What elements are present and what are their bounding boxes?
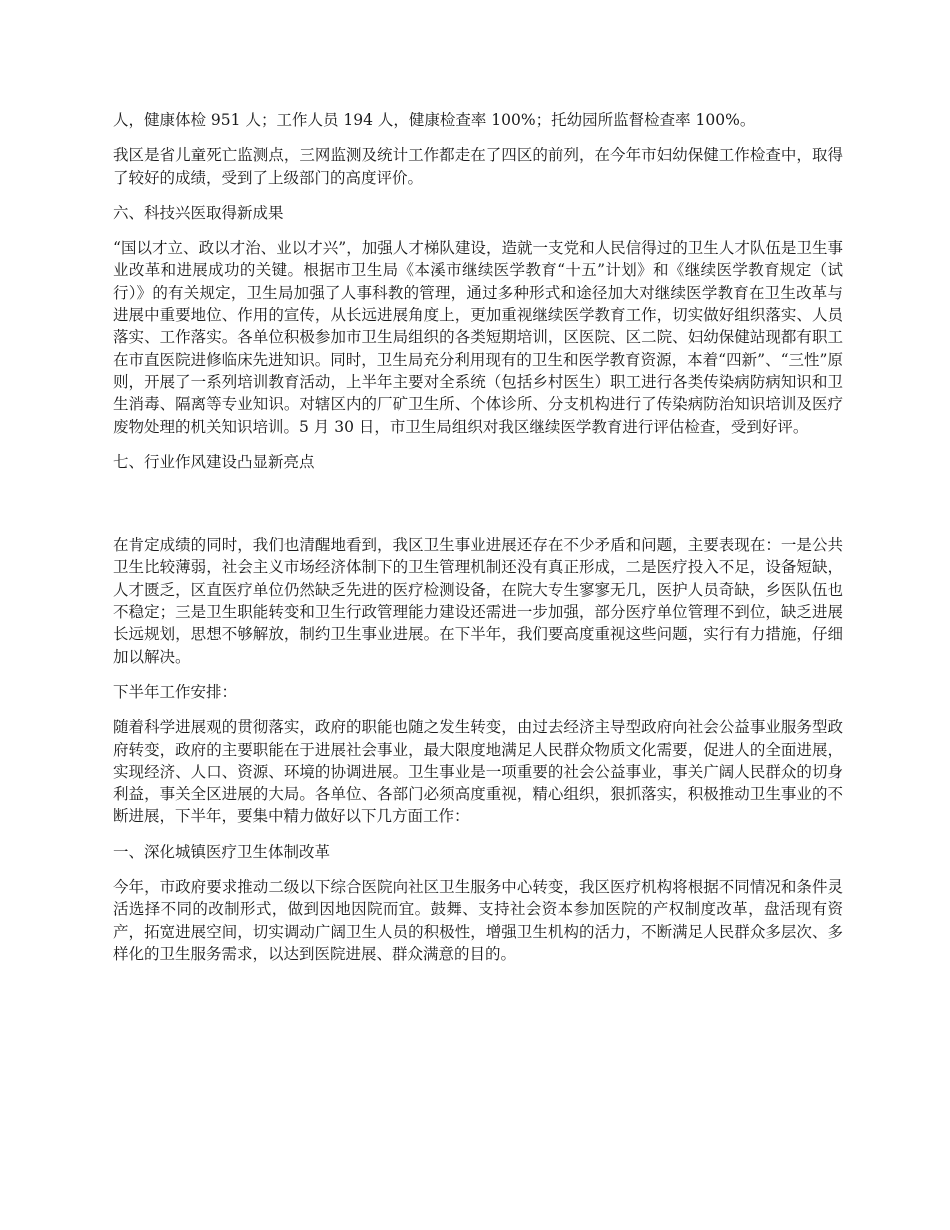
section-heading-one: 一、深化城镇医疗卫生体制改革 <box>113 842 331 861</box>
paragraph-child-mortality-monitoring: 我区是省儿童死亡监测点，三网监测及统计工作都走在了四区的前列，在今年市妇幼保健工作检查中，取得了较好的成绩，受到了上级部门的高度评价。 <box>113 146 843 187</box>
paragraph-health-checks: 人，健康体检 951 人；工作人员 194 人，健康检查率 100%；托幼园所监督检查率 100%。 <box>113 111 756 129</box>
paragraph-plan-intro: 随着科学进展观的贯彻落实，政府的职能也随之发生转变，由过去经济主导型政府向社会公益事业服务型政府转变，政府的主要职能在于进展社会事业，最大限度地满足人民群众物质文化需要，促进人的全面进展，实现经济、人口、资源、环境的协调进展。卫生事业是一项重要的社会公益事业，事关广阔人民群众的切身利益，事关全区进展的大局。各单位、各部门必须高度重视，精心组织，狠抓落实，积极推动卫生事业的不断进展，下半年，要集中精力做好以下几方面工作： <box>113 718 843 826</box>
paragraph-problems: 在肯定成绩的同时，我们也清醒地看到，我区卫生事业进展还存在不少矛盾和问题，主要表现在：一是公共卫生比较薄弱，社会主义市场经济体制下的卫生管理机制还没有真正形成，二是医疗投入不足，设备短缺，人才匮乏，区直医疗单位仍然缺乏先进的医疗检测设备，在院大专生寥寥无几，医护人员奇缺，乡医队伍也不稳定；三是卫生职能转变和卫生行政管理能力建设还需进一步加强，部分医疗单位管理不到位，缺乏进展长远规划，思想不够解放，制约卫生事业进展。在下半年，我们要高度重视这些问题，实行有力措施，仔细加以解决。 <box>113 536 843 666</box>
section-heading-seven: 七、行业作风建设凸显新亮点 <box>113 452 315 471</box>
paragraph-talent-education: “国以才立、政以才治、业以才兴”，加强人才梯队建设，造就一支党和人民信得过的卫生人才队伍是卫生事业改革和进展成功的关键。根据市卫生局《本溪市继续医学教育“十五”计划》和《继续医学教育规定（试行）》的有关规定，卫生局加强了人事科教的管理，通过多种形式和途径加大对继续医学教育在卫生改革与进展中重要地位、作用的宣传，从长远进展角度上，更加重视继续医学教育工作，切实做好组织落实、人员落实、工作落实。各单位积极参加市卫生局组织的各类短期培训，区医院、区二院、妇幼保健站现都有职工在市直医院进修临床先进知识。同时，卫生局充分利用现有的卫生和医学教育资源，本着“四新”、“三性”原则，开展了一系列培训教育活动，上半年主要对全系统（包括乡村医生）职工进行各类传染病防病知识和卫生消毒、隔离等专业知识。对辖区内的厂矿卫生所、个体诊所、分支机构进行了传染病防治知识培训及医疗废物处理的机关知识培训。5 月 30 日，市卫生局组织对我区继续医学教育进行评估检查，受到好评。 <box>113 239 843 436</box>
blank-space <box>113 486 843 534</box>
section-heading-plan: 下半年工作安排： <box>113 682 238 701</box>
document-page <box>113 109 843 978</box>
paragraph-reform: 今年，市政府要求推动二级以下综合医院向社区卫生服务中心转变，我区医疗机构将根据不同情况和条件灵活选择不同的改制形式，做到因地因院而宜。鼓舞、支持社会资本参加医院的产权制度改革，盘活现有资产，拓宽进展空间，切实调动广阔卫生人员的积极性，增强卫生机构的活力，不断满足人民群众多层次、多样化的卫生服务需求，以达到医院进展、群众满意的目的。 <box>113 878 843 963</box>
section-heading-six: 六、科技兴医取得新成果 <box>113 203 284 222</box>
